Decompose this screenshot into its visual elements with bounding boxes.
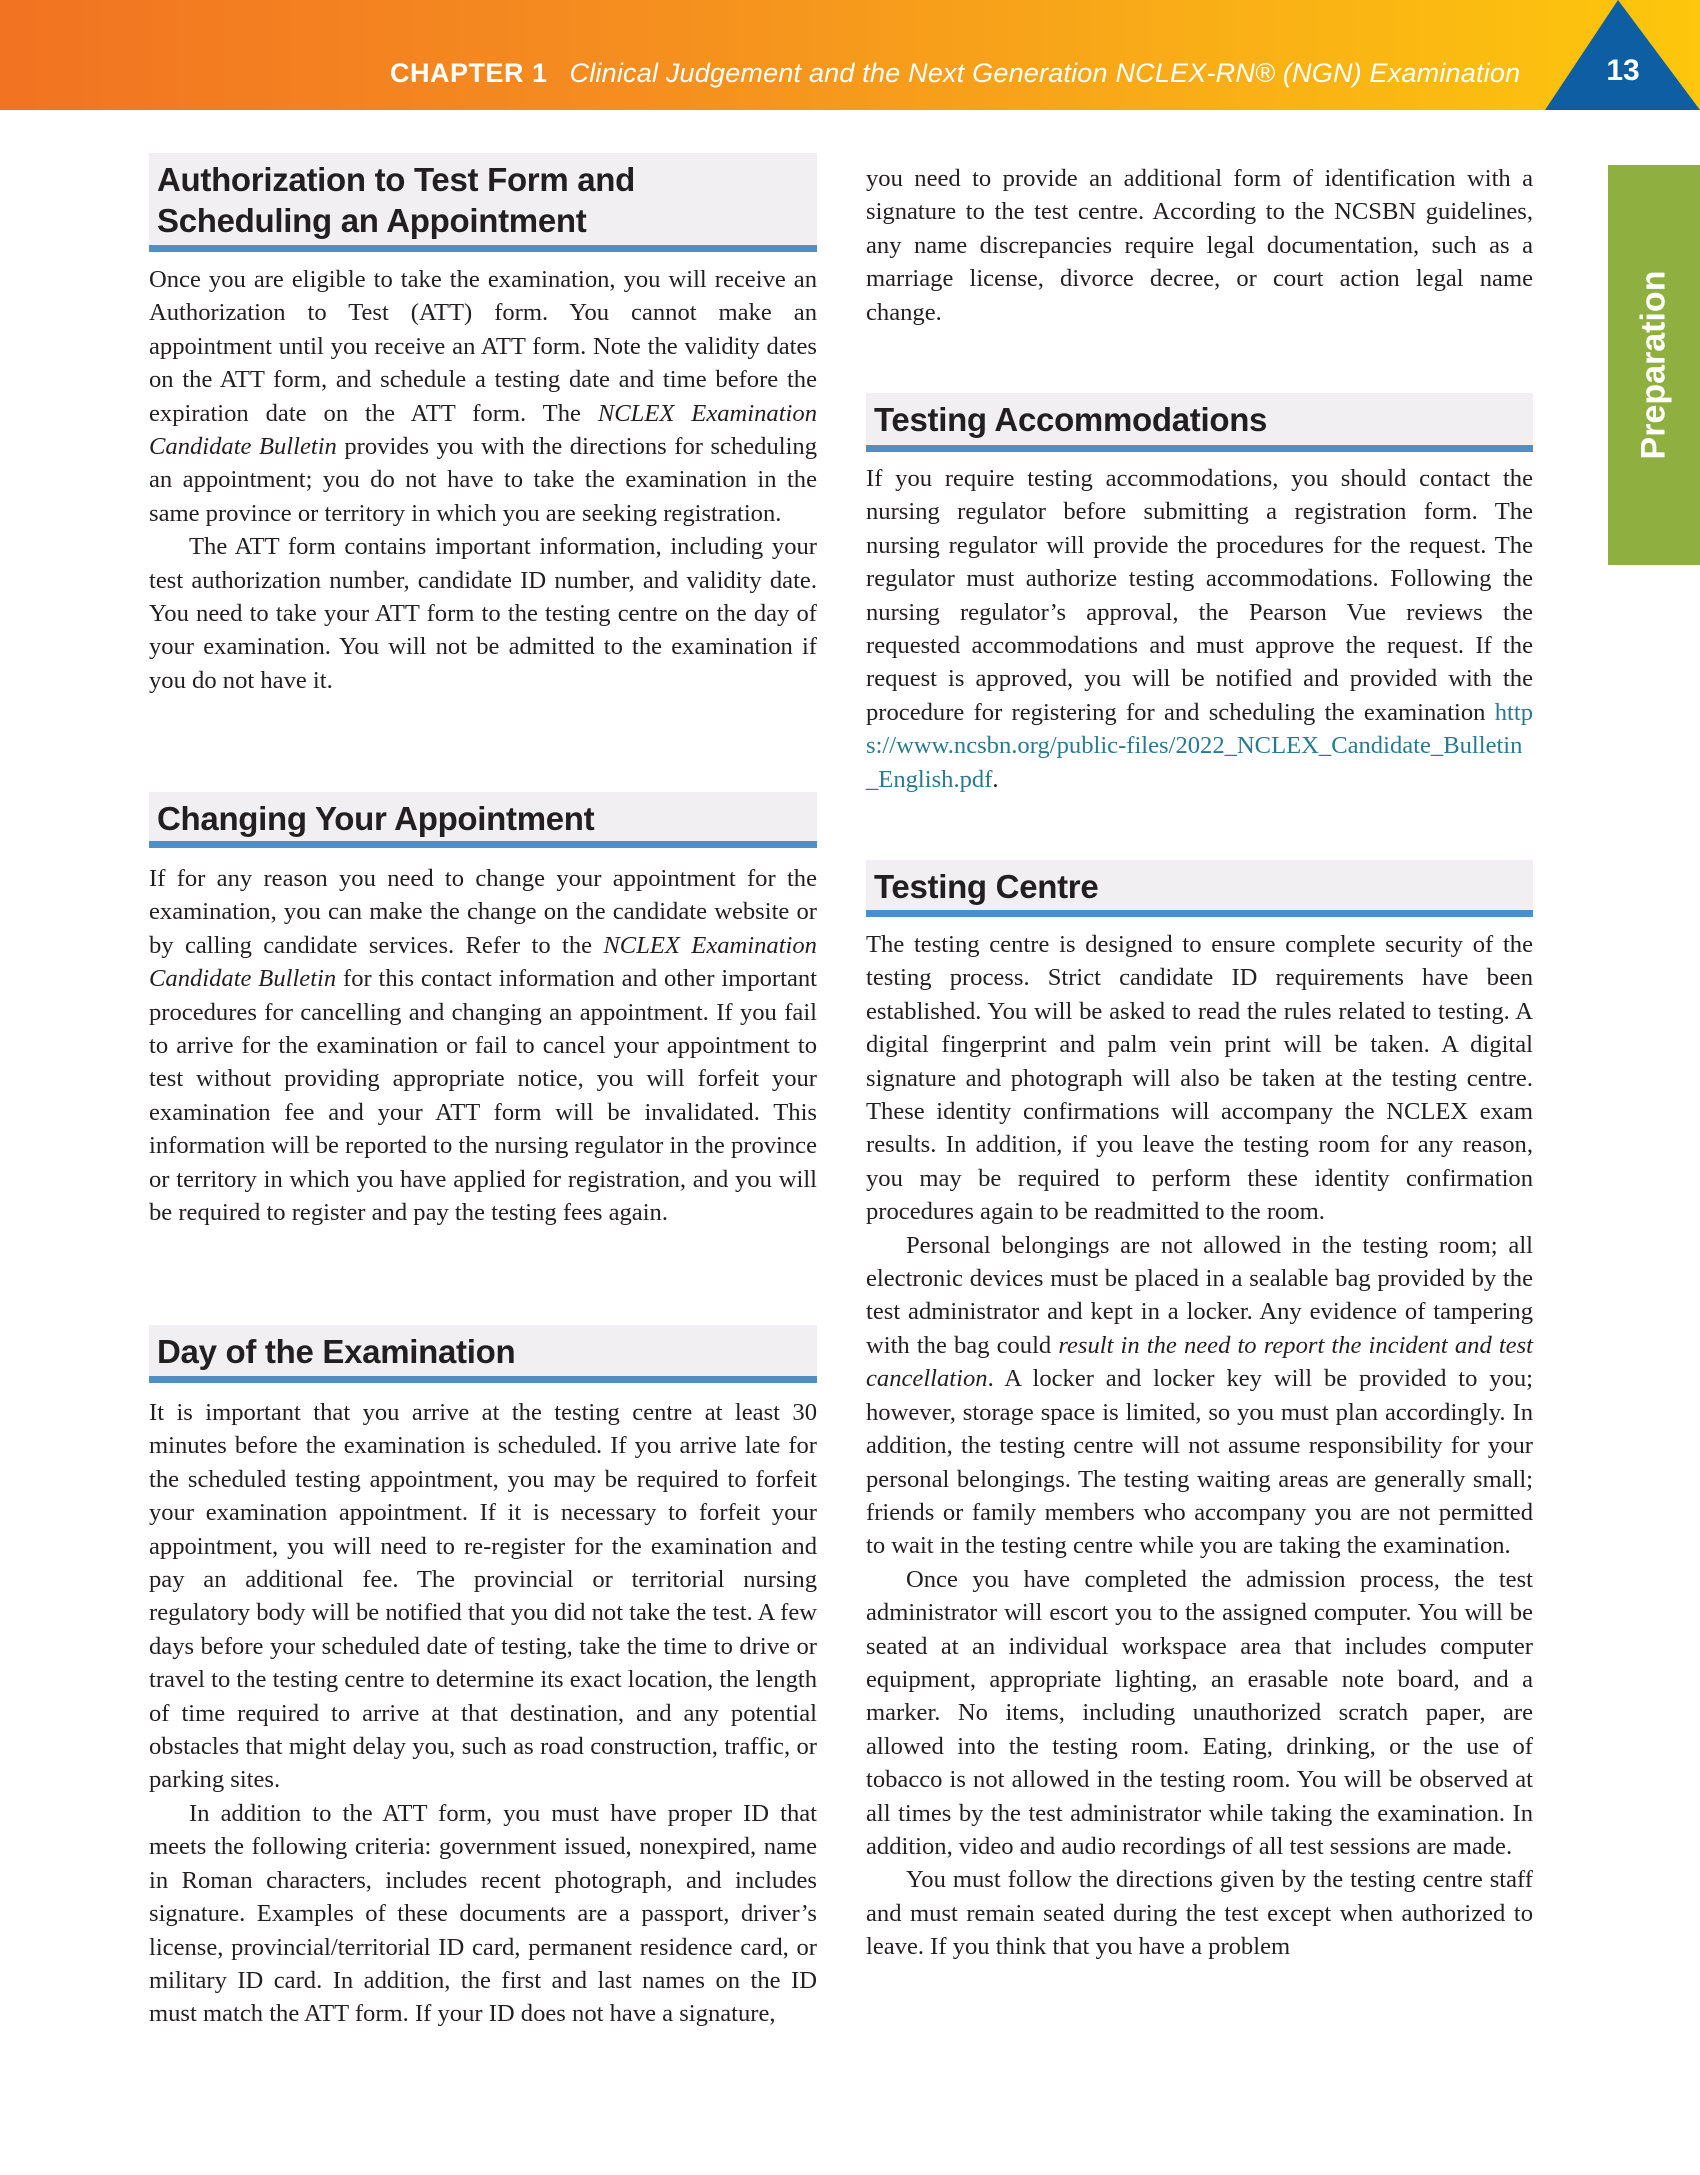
- heading-authorization-line1: Authorization to Test Form and: [157, 161, 636, 198]
- day-of-exam-paragraph-2: In addition to the ATT form, you must have proper ID that meets the following criteria: government issued, nonexpired, name in Roman characters, includes recent photograph, and includes signature. Examples of these documents are a passport, driver’s license, provincial/territorial ID card, permanent residence card, or military ID card. In addition, the first and last names on the ID must match the ATT form. If your ID does not have a signature,: [149, 1799, 817, 2028]
- continued-body: [866, 162, 1533, 329]
- changing-paragraph-1: If for any reason you need to change your appointment for the examination, you can make the change on the candidate website or by calling candidate services. Refer to the NCLEX Examination Candidate Bulletin for this contact information and other important procedures for cancelling and changing an appointment. If you fail to arrive for the examination or fail to cancel your appointment to test without providing appropriate notice, you will forfeit your examination fee and your ATT form will be invalidated. This information will be reported to the nursing regulator in the province or territory in which you have applied for registration, and you will be required to register and pay the testing fees again.: [149, 865, 817, 1227]
- heading-testing-accommodations: [866, 393, 1533, 452]
- heading-day-of-exam-text: Day of the Examination: [157, 1333, 516, 1370]
- section-side-tab: [1608, 165, 1700, 565]
- heading-testing-centre: [866, 860, 1533, 917]
- continued-paragraph: you need to provide an additional form of identification with a signature to the test centre. According to the NCSBN guidelines, any name discrepancies require legal documentation, such as a marriage license, divorce decree, or court action legal name change.: [866, 165, 1533, 326]
- authorization-paragraph-2: The ATT form contains important information, including your test authorization number, candidate ID number, and validity date. You need to take your ATT form to the testing centre on the day of your examination. You will not be admitted to the examination if you do not have it.: [149, 533, 817, 694]
- heading-authorization-line2: Scheduling an Appointment: [157, 202, 587, 239]
- chapter-title: Clinical Judgement and the Next Generation NCLEX-RN® (NGN) Examination: [569, 58, 1521, 88]
- side-tab-label: Preparation: [1634, 270, 1673, 460]
- heading-changing-appointment: [149, 792, 817, 848]
- heading-day-of-exam: [149, 1325, 817, 1383]
- testing-centre-paragraph-4: You must follow the directions given by the testing centre staff and must remain seated during the test except when authorized to leave. If you think that you have a problem: [866, 1866, 1533, 1961]
- emphasis-text: result in the need to report the incident and test cancellation: [866, 1331, 1533, 1393]
- testing-centre-paragraph-1: The testing centre is designed to ensure complete security of the testing process. Strict candidate ID requirements have been established. You will be asked to read the rules related to testing. A digital fingerprint and palm vein print will be taken. A digital signature and photograph will also be taken at the testing centre. These identity confirmations will accompany the NCLEX exam results. In addition, if you leave the testing room for any reason, you may be required to perform these identity confirmation procedures again to be readmitted to the room.: [866, 931, 1533, 1226]
- heading-testing-accommodations-text: Testing Accommodations: [874, 401, 1268, 438]
- bulletin-title: NCLEX Examination Candidate Bulletin: [149, 931, 817, 993]
- testing-centre-paragraph-3: Once you have completed the admission process, the test administrator will escort you to the assigned computer. You will be seated at an individual workspace area that includes computer equipment, appropriate lighting, an erasable note board, and a marker. No items, including unauthorized scratch paper, are allowed into the testing room. Eating, drinking, or the use of tobacco is not allowed in the testing room. You will be observed at all times by the test administrator while taking the examination. In addition, video and audio recordings of all test sessions are made.: [866, 1565, 1533, 1860]
- day-of-exam-body: [149, 1396, 817, 2031]
- changing-body: [149, 862, 817, 1229]
- authorization-paragraph-1: Once you are eligible to take the examination, you will receive an Authorization to Test (ATT) form. You cannot make an appointment until you receive an ATT form. Note the validity dates on the ATT form, and schedule a testing date and time before the expiration date on the ATT form. The NCLEX Examination Candidate Bulletin provides you with the directions for scheduling an appointment; you do not have to take the examination in the same province or territory in which you are seeking registration.: [149, 266, 818, 527]
- page-number: 13: [1606, 54, 1640, 87]
- bulletin-title: NCLEX Examination Candidate Bulletin: [149, 399, 817, 461]
- accommodations-body: [866, 462, 1533, 796]
- running-header: [390, 58, 1520, 98]
- authorization-body: [149, 263, 817, 697]
- testing-centre-body: [866, 928, 1533, 1964]
- candidate-bulletin-link[interactable]: https://www.ncsbn.org/public-files/2022_NCLEX_Candidate_Bulletin_English.pdf: [866, 698, 1533, 793]
- testing-centre-paragraph-2: Personal belongings are not allowed in the testing room; all electronic devices must be placed in a sealable bag provided by the test administrator and kept in a locker. Any evidence of tampering with the bag could result in the need to report the incident and test cancellation. A locker and locker key will be provided to you; however, storage space is limited, so you must plan accordingly. In addition, the testing centre will not assume responsibility for your personal belongings. The testing waiting areas are generally small; friends or family members who accompany you are not permitted to wait in the testing centre while you are taking the examination.: [866, 1231, 1533, 1560]
- day-of-exam-paragraph-1: It is important that you arrive at the testing centre at least 30 minutes before the examination is scheduled. If you arrive late for the scheduled testing appointment, you may be required to forfeit your examination appointment. If it is necessary to forfeit your appointment, you will need to re-register for the examination and pay an additional fee. The provincial or territorial nursing regulatory body will be notified that you did not take the test. A few days before your scheduled date of testing, take the time to drive or travel to the testing centre to determine its exact location, the length of time required to arrive at that destination, and any potential obstacles that might delay you, such as road construction, traffic, or parking sites.: [149, 1399, 817, 1794]
- chapter-label: CHAPTER 1: [390, 58, 548, 88]
- heading-testing-centre-text: Testing Centre: [874, 868, 1099, 905]
- heading-authorization: [149, 153, 817, 252]
- accommodations-paragraph: If you require testing accommodations, you should contact the nursing regulator before submitting a registration form. The nursing regulator will provide the procedures for the request. The regulator must authorize testing accommodations. Following the nursing regulator’s approval, the Pearson Vue reviews the requested accommodations and must approve the request. If the request is approved, you will be notified and provided with the procedure for registering for and scheduling the examination https://www.ncsbn.org/public-files/2022_NCLEX_Candidate_Bulletin_English.pdf.: [866, 465, 1533, 793]
- heading-changing-appointment-text: Changing Your Appointment: [157, 800, 595, 837]
